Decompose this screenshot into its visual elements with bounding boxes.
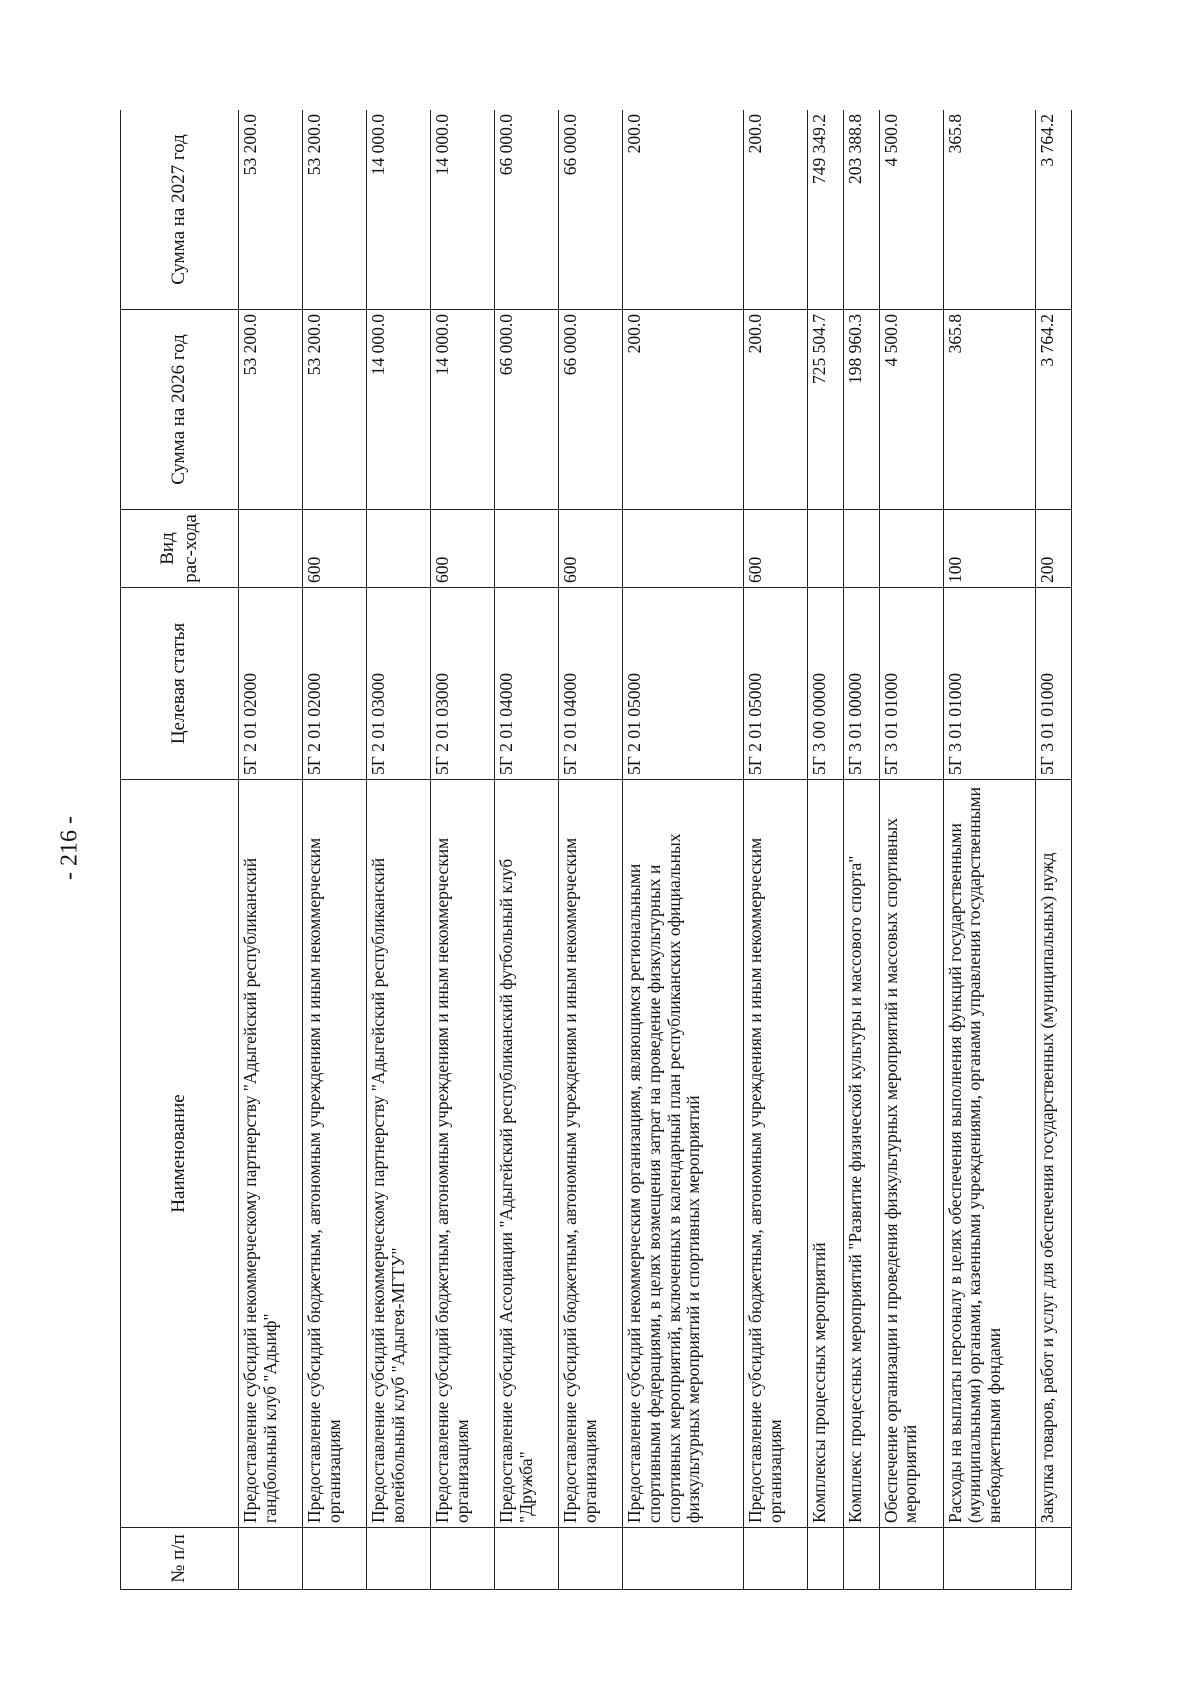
- table-row: [495, 110, 559, 1590]
- table-row: [879, 110, 943, 1590]
- row-sum-2026: 53 200.0: [303, 310, 367, 510]
- row-code: 5Г 3 01 01000: [1036, 588, 1072, 780]
- row-sum-2026: 53 200.0: [239, 310, 303, 510]
- row-num: [495, 1528, 559, 1590]
- row-code: 5Г 3 01 01000: [943, 588, 1035, 780]
- header-sum-2026: Сумма на 2026 год: [121, 310, 239, 510]
- header-code: Целевая статья: [121, 588, 239, 780]
- row-num: [1036, 1528, 1072, 1590]
- header-type: Вид рас-хода: [121, 510, 239, 588]
- row-type: 100: [943, 510, 1035, 588]
- row-type: [843, 510, 879, 588]
- row-name: Расходы на выплаты персоналу в целях обеспечения выполнения функций государственными (муниципальными) органами, казенными учреждениями, органами управления государственными внебюджетными фондами: [943, 780, 1035, 1528]
- row-name: Предоставление субсидий бюджетным, автономным учреждениям и иным некоммерческим организациям: [303, 780, 367, 1528]
- row-name: Предоставление субсидий бюджетным, автономным учреждениям и иным некоммерческим организациям: [559, 780, 623, 1528]
- row-name: Обеспечение организации и проведения физкультурных мероприятий и массовых спортивных мероприятий: [879, 780, 943, 1528]
- row-type: 600: [744, 510, 808, 588]
- row-code: 5Г 3 01 01000: [879, 588, 943, 780]
- table-row: [431, 110, 495, 1590]
- row-type: 600: [559, 510, 623, 588]
- row-num: [239, 1528, 303, 1590]
- row-sum-2026: 198 960.3: [843, 310, 879, 510]
- row-code: 5Г 2 01 05000: [623, 588, 744, 780]
- table-row: [623, 110, 744, 1590]
- row-type: 600: [431, 510, 495, 588]
- row-num: [879, 1528, 943, 1590]
- row-type: [623, 510, 744, 588]
- row-name: Предоставление субсидий некоммерческим организациям, являющимся региональными спортивными федерациями, в целях возмещения затрат на проведение физкультурных и спортивных мероприятий, включенных в календарный план республиканских официальных физкультурных мероприятий и спортивных мероприятий: [623, 780, 744, 1528]
- row-name: Предоставление субсидий Ассоциации "Адыгейский республиканский футбольный клуб "Дружба": [495, 780, 559, 1528]
- row-sum-2026: 14 000.0: [367, 310, 431, 510]
- row-sum-2027: 53 200.0: [239, 110, 303, 310]
- row-code: 5Г 2 01 04000: [495, 588, 559, 780]
- row-sum-2027: 14 000.0: [431, 110, 495, 310]
- row-code: 5Г 3 00 00000: [808, 588, 844, 780]
- row-sum-2026: 3 764.2: [1036, 310, 1072, 510]
- row-sum-2027: 66 000.0: [559, 110, 623, 310]
- row-sum-2026: 200.0: [744, 310, 808, 510]
- row-sum-2026: 14 000.0: [431, 310, 495, 510]
- row-sum-2027: 4 500.0: [879, 110, 943, 310]
- row-code: 5Г 2 01 03000: [431, 588, 495, 780]
- row-type: [808, 510, 844, 588]
- header-num: № п/п: [121, 1528, 239, 1590]
- row-sum-2026: 200.0: [623, 310, 744, 510]
- row-name: Предоставление субсидий некоммерческому партнерству "Адыгейский республиканский волейбольный клуб "Адыгея-МГТУ": [367, 780, 431, 1528]
- table-row: [367, 110, 431, 1590]
- row-sum-2027: 3 764.2: [1036, 110, 1072, 310]
- rotated-table-wrapper: [120, 110, 1072, 1590]
- row-sum-2027: 66 000.0: [495, 110, 559, 310]
- document-table-area: [120, 110, 1072, 1590]
- row-num: [744, 1528, 808, 1590]
- row-sum-2026: 4 500.0: [879, 310, 943, 510]
- row-sum-2026: 66 000.0: [559, 310, 623, 510]
- row-sum-2026: 66 000.0: [495, 310, 559, 510]
- row-num: [559, 1528, 623, 1590]
- table-row: [1036, 110, 1072, 1590]
- row-type: [239, 510, 303, 588]
- row-name: Предоставление субсидий бюджетным, автономным учреждениям и иным некоммерческим организациям: [744, 780, 808, 1528]
- row-name: Комплексы процессных мероприятий: [808, 780, 844, 1528]
- row-num: [367, 1528, 431, 1590]
- header-name: Наименование: [121, 780, 239, 1528]
- header-sum-2027: Сумма на 2027 год: [121, 110, 239, 310]
- row-sum-2027: 200.0: [623, 110, 744, 310]
- table-header-row: [121, 110, 239, 1590]
- row-num: [843, 1528, 879, 1590]
- row-sum-2027: 200.0: [744, 110, 808, 310]
- row-type: [879, 510, 943, 588]
- row-sum-2026: 725 504.7: [808, 310, 844, 510]
- row-name: Предоставление субсидий некоммерческому партнерству "Адыгейский республиканский гандбольный клуб "Адыиф": [239, 780, 303, 1528]
- row-type: [367, 510, 431, 588]
- row-code: 5Г 2 01 02000: [239, 588, 303, 780]
- row-num: [303, 1528, 367, 1590]
- row-name: Комплекс процессных мероприятий "Развитие физической культуры и массового спорта": [843, 780, 879, 1528]
- row-type: 600: [303, 510, 367, 588]
- row-name: Закупка товаров, работ и услуг для обеспечения государственных (муниципальных) нужд: [1036, 780, 1072, 1528]
- table-row: [303, 110, 367, 1590]
- row-sum-2027: 14 000.0: [367, 110, 431, 310]
- row-code: 5Г 2 01 05000: [744, 588, 808, 780]
- row-code: 5Г 2 01 03000: [367, 588, 431, 780]
- row-code: 5Г 2 01 04000: [559, 588, 623, 780]
- row-num: [623, 1528, 744, 1590]
- row-sum-2027: 53 200.0: [303, 110, 367, 310]
- row-sum-2027: 203 388.8: [843, 110, 879, 310]
- row-num: [431, 1528, 495, 1590]
- row-type: 200: [1036, 510, 1072, 588]
- row-code: 5Г 3 01 00000: [843, 588, 879, 780]
- table-row: [843, 110, 879, 1590]
- table-row: [559, 110, 623, 1590]
- page-number: - 216 -: [56, 816, 83, 880]
- row-num: [808, 1528, 844, 1590]
- table-row: [239, 110, 303, 1590]
- row-type: [495, 510, 559, 588]
- row-code: 5Г 2 01 02000: [303, 588, 367, 780]
- row-sum-2026: 365.8: [943, 310, 1035, 510]
- budget-table: [120, 110, 1072, 1590]
- table-row: [744, 110, 808, 1590]
- table-row: [943, 110, 1035, 1590]
- table-row: [808, 110, 844, 1590]
- row-name: Предоставление субсидий бюджетным, автономным учреждениям и иным некоммерческим организациям: [431, 780, 495, 1528]
- row-sum-2027: 365.8: [943, 110, 1035, 310]
- row-num: [943, 1528, 1035, 1590]
- row-sum-2027: 749 349.2: [808, 110, 844, 310]
